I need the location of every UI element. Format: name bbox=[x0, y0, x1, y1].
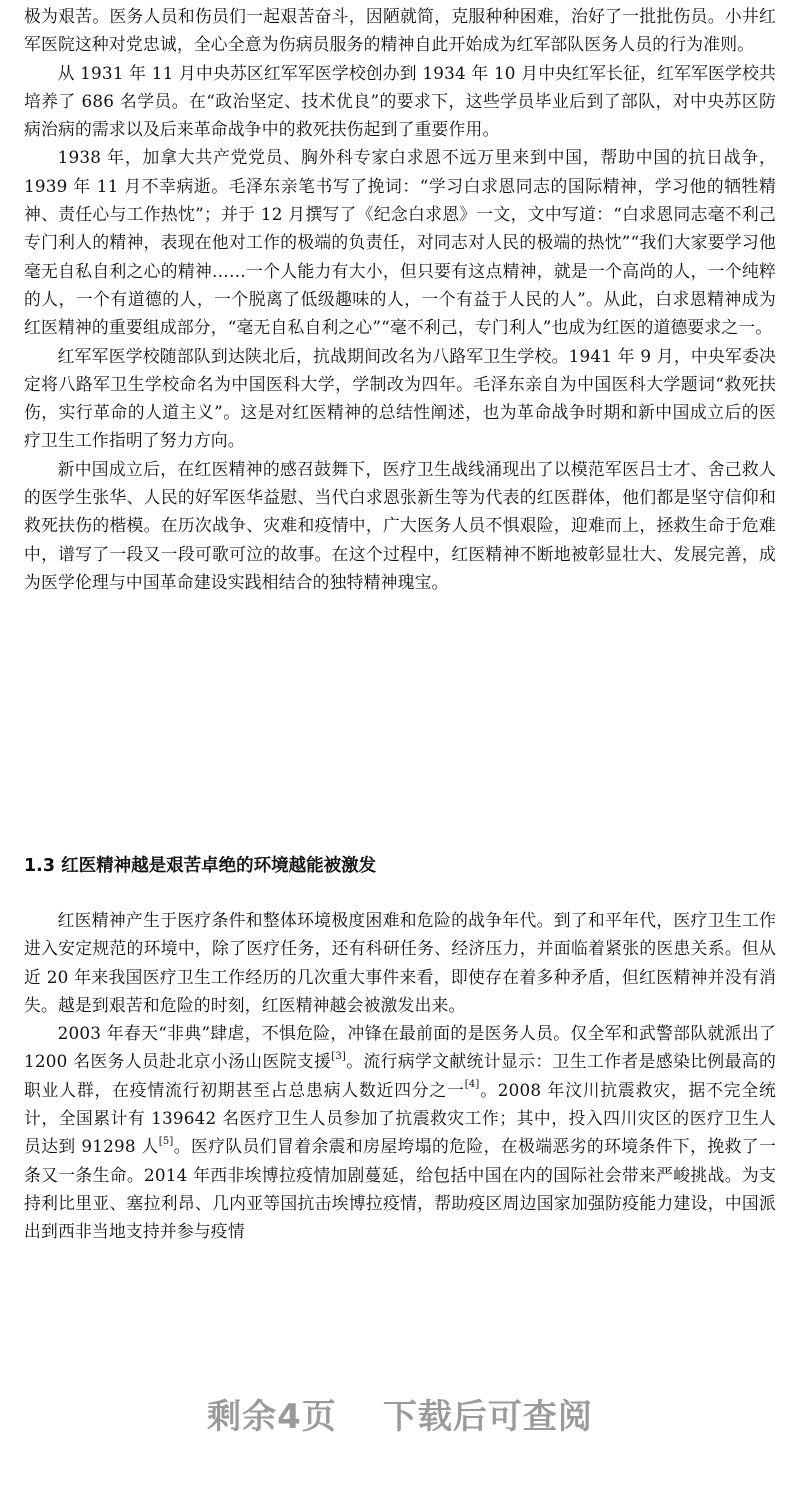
text-sars: 2003 年春天“非典”肆虐，不惧危险，冲锋在最前面的是医务人员。仅全军和武警部队就派出了 1200 名医务人员赴北京小汤山医院支援 bbox=[24, 1023, 776, 1072]
paragraph-continued: 极为艰苦。医务人员和伤员们一起艰苦奋斗，因陋就简，克服种种困难，治好了一批批伤员。小井红军医院这种对党忠诚，全心全意为伤病员服务的精神自此开始成为红军部队医务人员的行为准则。 bbox=[24, 6, 776, 55]
body-text-top bbox=[24, 2, 776, 596]
citation-3: [3] bbox=[331, 1050, 347, 1062]
paragraph-medical-university: 红军军医学校随部队到达陕北后，抗战期间改名为八路军卫生学校。1941 年 9 月，中央军委决定将八路军卫生学校命名为中国医科大学，学制改为四年。毛泽东亲自为中国医科大学题词“救死扶伤，实行革命的人道主义”。这是对红医精神的总结性阐述，也为革命战争时期和新中国成立后的医疗卫生工作指明了努力方向。 bbox=[24, 345, 776, 451]
paragraph-events bbox=[24, 1019, 776, 1245]
download-to-view-label[interactable]: 下载后可查阅 bbox=[382, 1397, 593, 1437]
citation-4: [4] bbox=[464, 1079, 480, 1091]
body-text-bottom bbox=[24, 906, 776, 1246]
download-banner[interactable] bbox=[0, 1392, 800, 1442]
text-ebola: 。医疗队员们冒着余震和房屋垮塌的危险，在极端恶劣的环境条件下，挽救了一条又一条生命。2014 年西非埃博拉疫情加剧蔓延，给包括中国在内的国际社会带来严峻挑战。为支持利比里亚、塞拉利昂、几内亚等国抗击埃博拉疫情，帮助疫区周边国家加强防疫能力建设，中国派出到西非当地支持并参与疫情 bbox=[24, 1136, 776, 1242]
text-wenchuan: 。2008 年汶川抗震救灾，据不完全统计，全国累计有 139642 名医疗卫生人员参加了抗震救灾工作；其中，投入四川灾区的医疗卫生人员达到 91298 人 bbox=[24, 1079, 776, 1157]
paragraph-new-china: 新中国成立后，在红医精神的感召鼓舞下，医疗卫生战线涌现出了以模范军医吕士才、舍己救人的医学生张华、人民的好军医华益慰、当代白求恩张新生等为代表的红医群体，他们都是坚守信仰和救死扶伤的楷模。在历次战争、灾难和疫情中，广大医务人员不惧艰险，迎难而上，拯救生命于危难中，谱写了一段又一段可歌可泣的故事。在这个过程中，红医精神不断地被彰显壮大、发展完善，成为医学伦理与中国革命建设实践相结合的独特精神瑰宝。 bbox=[24, 458, 776, 592]
paragraph-military-school: 从 1931 年 11 月中央苏区红军军医学校创办到 1934 年 10 月中央红军长征，红军军医学校共培养了 686 名学员。在“政治坚定、技术优良”的要求下，这些学员毕业后到了部队，对中央苏区防病治病的需求以及后来革命战争中的救死扶伤起到了重要作用。 bbox=[24, 62, 776, 140]
remaining-pages-label: 剩余4页 bbox=[207, 1397, 337, 1437]
section-heading: 1.3 红医精神越是艰苦卓绝的环境越能被激发 bbox=[24, 856, 377, 876]
text-epidemiology: 。流行病学文献统计显示：卫生工作者是感染比例最高的职业人群，在疫情流行初期甚至占总患病人数近四分之一 bbox=[24, 1051, 776, 1100]
citation-5: [5] bbox=[158, 1135, 174, 1147]
paragraph-bethune: 1938 年，加拿大共产党党员、胸外科专家白求恩不远万里来到中国，帮助中国的抗日战争，1939 年 11 月不幸病逝。毛泽东亲笔书写了挽词：“学习白求恩同志的国际精神，学习他的牺牲精神、责任心与工作热忱”；并于 12 月撰写了《纪念白求恩》一文，文中写道：“白求恩同志毫不利己专门利人的精神，表现在他对工作的极端的负责任，对同志对人民的极端的热忱”“我们大家要学习他毫无自私自利之心的精神……一个人能力有大小，但只要有这点精神，就是一个高尚的人，一个纯粹的人，一个有道德的人，一个脱离了低级趣味的人，一个有益于人民的人”。从此，白求恩精神成为红医精神的重要组成部分，“毫无自私自利之心”“毫不利己，专门利人”也成为红医的道德要求之一。 bbox=[24, 147, 776, 338]
paragraph-peacetime: 红医精神产生于医疗条件和整体环境极度困难和危险的战争年代。到了和平年代，医疗卫生工作进入安定规范的环境中，除了医疗任务，还有科研任务、经济压力，并面临着紧张的医患关系。但从近 20 年来我国医疗卫生工作经历的几次重大事件来看，即使存在着多种矛盾，但红医精神并没有消失。越是到艰苦和危险的时刻，红医精神越会被激发出来。 bbox=[24, 910, 776, 1015]
